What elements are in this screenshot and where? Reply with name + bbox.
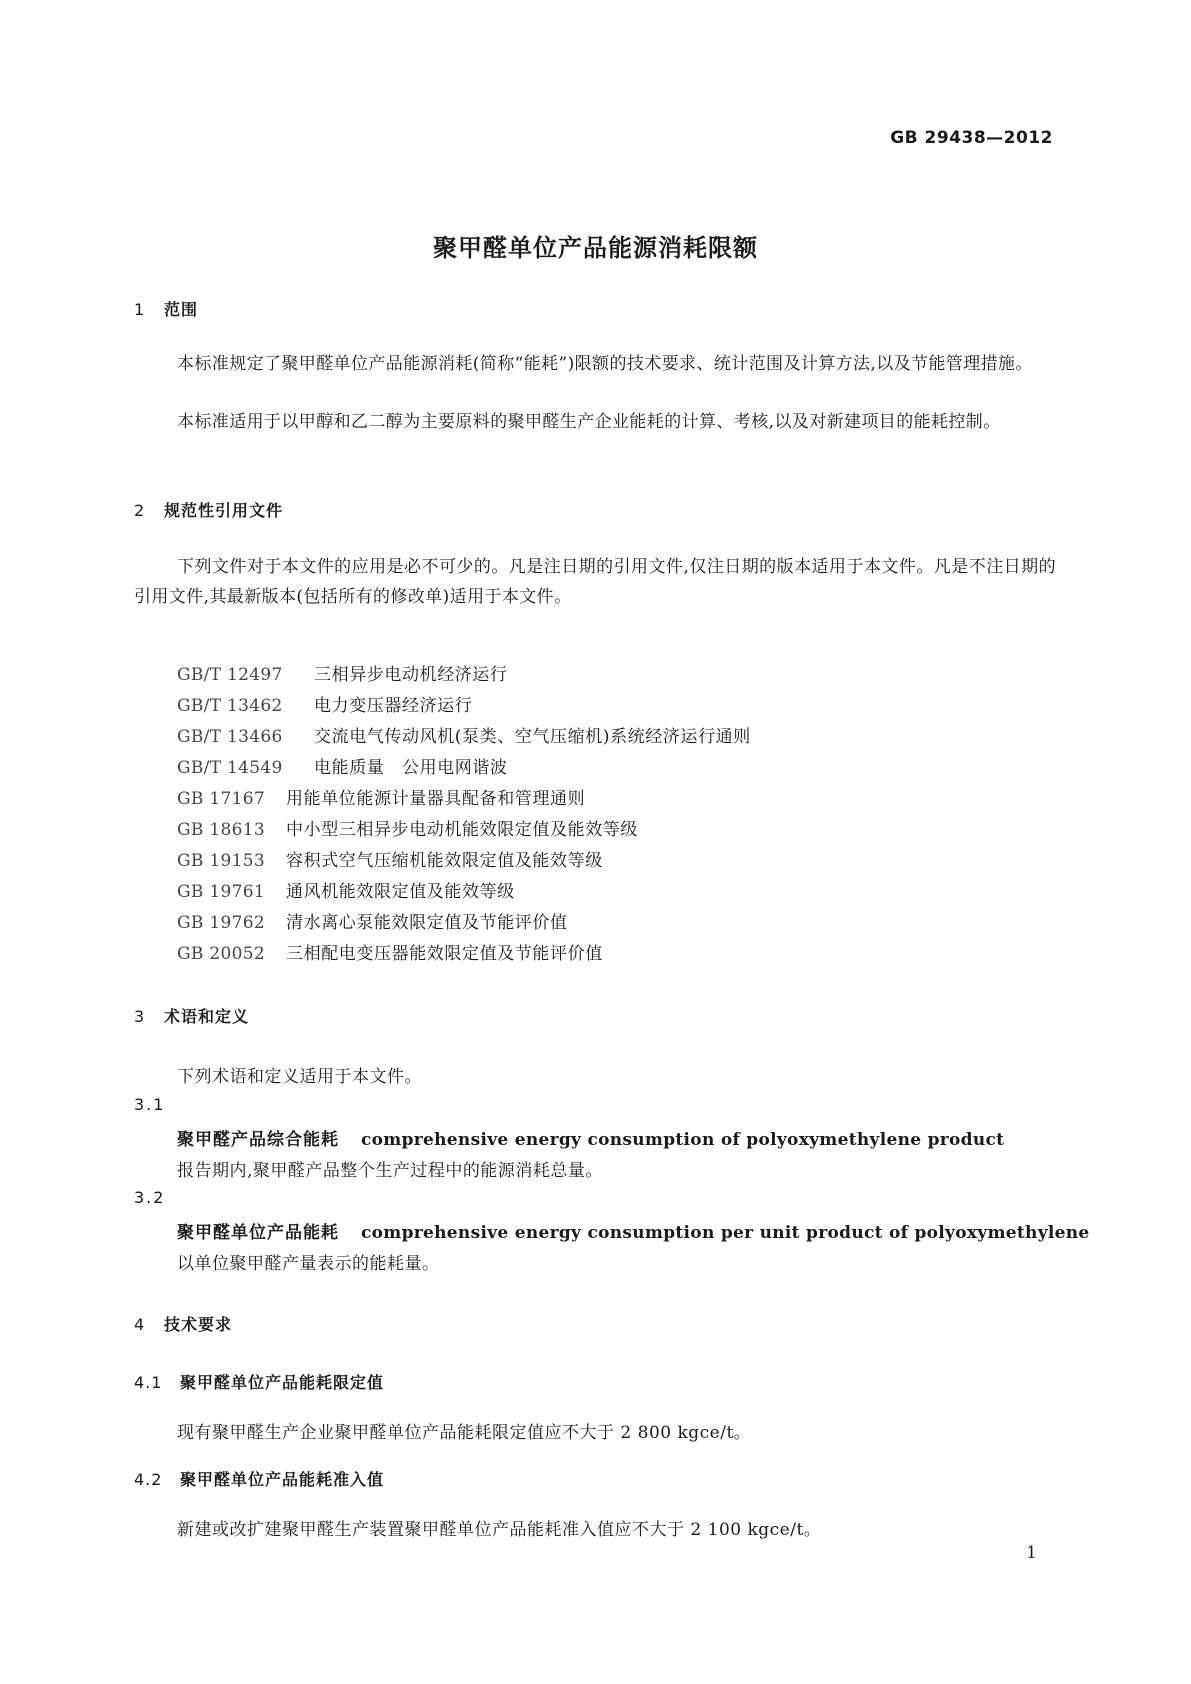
subsection-4-2-heading	[134, 1467, 384, 1490]
section-1-paragraph-1: 本标准规定了聚甲醛单位产品能源消耗(简称“能耗”)限额的技术要求、统计范围及计算方法,以及节能管理措施。	[177, 354, 1033, 374]
reference-code: GB/T 14549	[177, 758, 283, 778]
section-3-heading	[134, 1004, 249, 1027]
list-item	[177, 784, 751, 815]
section-2-heading	[134, 498, 283, 521]
term-definition: 以单位聚甲醛产量表示的能耗量。	[177, 1254, 440, 1274]
list-item	[177, 753, 751, 784]
page-number: 1	[1026, 1543, 1037, 1563]
reference-name: 容积式空气压缩机能效限定值及能效等级	[286, 851, 603, 871]
term-heading	[177, 1125, 1004, 1150]
section-title: 范围	[164, 300, 199, 319]
term-heading	[177, 1218, 1090, 1243]
list-item	[177, 691, 751, 722]
reference-code: GB/T 12497	[177, 665, 283, 685]
section-4-heading	[134, 1312, 232, 1335]
list-item	[177, 660, 751, 691]
list-item	[177, 846, 751, 877]
subsection-4-2-text: 新建或改扩建聚甲醛生产装置聚甲醛单位产品能耗准入值应不大于 2 100 kgce/t。	[177, 1520, 822, 1540]
subsection-number: 4.1	[134, 1373, 163, 1392]
section-number: 1	[134, 300, 146, 319]
section-number: 2	[134, 501, 146, 520]
term-chinese: 聚甲醛产品综合能耗	[177, 1130, 339, 1150]
list-item	[177, 908, 751, 939]
section-title: 技术要求	[164, 1315, 233, 1334]
section-1-paragraph-2: 本标准适用于以甲醇和乙二醇为主要原料的聚甲醛生产企业能耗的计算、考核,以及对新建项目的能耗控制。	[177, 412, 1001, 432]
term-definition: 报告期内,聚甲醛产品整个生产过程中的能源消耗总量。	[177, 1161, 603, 1181]
term-english: comprehensive energy consumption of polyoxymethylene product	[361, 1130, 1005, 1150]
term-number: 3.2	[134, 1188, 166, 1207]
subsection-title: 聚甲醛单位产品能耗准入值	[180, 1470, 385, 1489]
term-number: 3.1	[134, 1095, 166, 1114]
list-item	[177, 722, 751, 753]
reference-code: GB/T 13466	[177, 727, 283, 747]
list-item	[177, 939, 751, 970]
normative-reference-list	[177, 660, 751, 970]
reference-code: GB 19761	[177, 882, 265, 902]
reference-name: 三相配电变压器能效限定值及节能评价值	[286, 944, 603, 964]
reference-name: 用能单位能源计量器具配备和管理通则	[286, 789, 586, 809]
section-3-intro: 下列术语和定义适用于本文件。	[177, 1067, 422, 1087]
standard-number: GB 29438—2012	[890, 128, 1053, 148]
reference-name: 中小型三相异步电动机能效限定值及能效等级	[286, 820, 638, 840]
subsection-4-1-heading	[134, 1370, 384, 1393]
reference-code: GB 20052	[177, 944, 265, 964]
reference-code: GB/T 13462	[177, 696, 283, 716]
reference-name: 通风机能效限定值及能效等级	[286, 882, 515, 902]
section-1-heading	[134, 297, 198, 320]
subsection-4-1-text: 现有聚甲醛生产企业聚甲醛单位产品能耗限定值应不大于 2 800 kgce/t。	[177, 1423, 752, 1443]
section-number: 3	[134, 1007, 146, 1026]
reference-name: 三相异步电动机经济运行	[314, 665, 508, 685]
section-2-intro: 下列文件对于本文件的应用是必不可少的。凡是注日期的引用文件,仅注日期的版本适用于本文件。凡是不注日期的引用文件,其最新版本(包括所有的修改单)适用于本文件。	[134, 557, 1056, 607]
section-title: 术语和定义	[164, 1007, 250, 1026]
section-number: 4	[134, 1315, 146, 1334]
reference-code: GB 19153	[177, 851, 265, 871]
list-item	[177, 877, 751, 908]
document-title: 聚甲醛单位产品能源消耗限额	[433, 234, 758, 262]
reference-name: 交流电气传动风机(泵类、空气压缩机)系统经济运行通则	[314, 727, 751, 747]
section-title: 规范性引用文件	[164, 501, 284, 520]
reference-code: GB 19762	[177, 913, 265, 933]
subsection-number: 4.2	[134, 1470, 163, 1489]
term-chinese: 聚甲醛单位产品能耗	[177, 1223, 339, 1243]
reference-code: GB 18613	[177, 820, 265, 840]
reference-name: 电能质量 公用电网谐波	[314, 758, 508, 778]
reference-name: 电力变压器经济运行	[314, 696, 473, 716]
reference-name: 清水离心泵能效限定值及节能评价值	[286, 913, 568, 933]
term-english: comprehensive energy consumption per unit product of polyoxymethylene	[361, 1223, 1090, 1243]
list-item	[177, 815, 751, 846]
subsection-title: 聚甲醛单位产品能耗限定值	[180, 1373, 385, 1392]
reference-code: GB 17167	[177, 789, 265, 809]
